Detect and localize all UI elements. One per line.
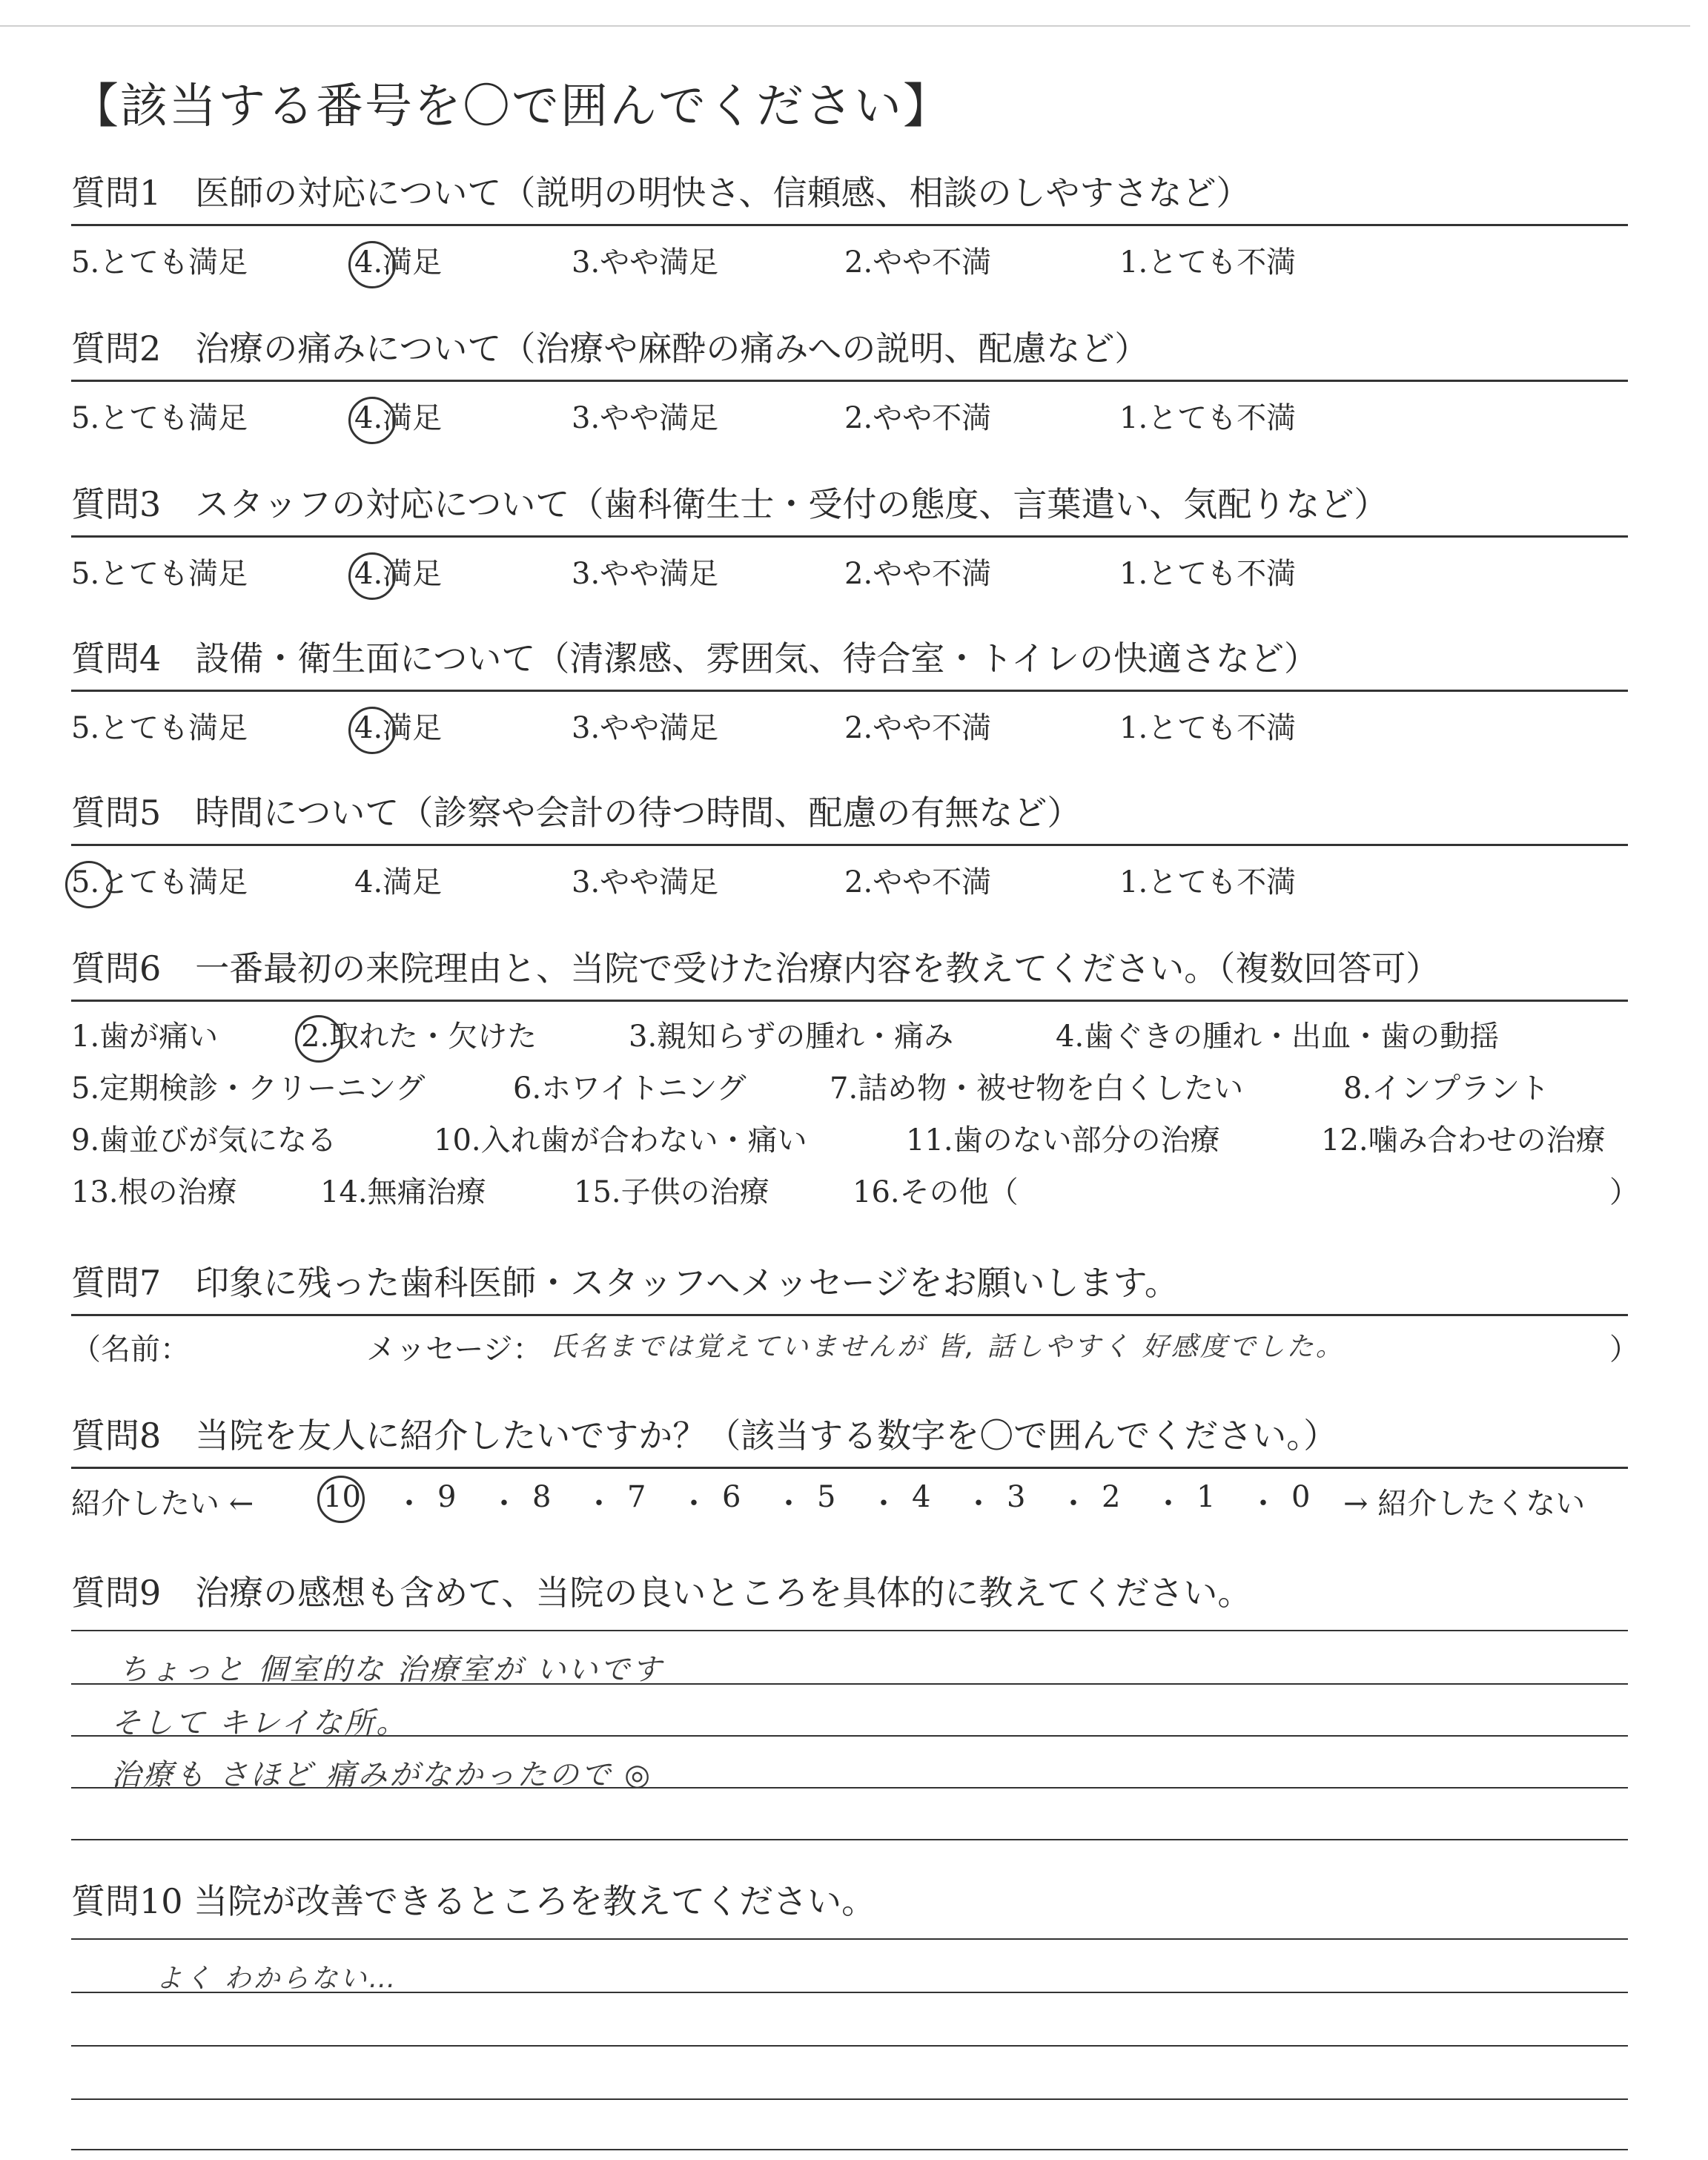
option-4-selected[interactable]: 4.満足	[354, 245, 443, 280]
option-5[interactable]: 5.とても満足	[71, 401, 248, 435]
question-2-options	[71, 394, 1297, 437]
recommend-right-label: → 紹介したくない	[1343, 1487, 1586, 1521]
q9-rule-5	[71, 1839, 1628, 1840]
scale-7[interactable]: 7	[627, 1480, 646, 1514]
option-5[interactable]: 5.とても満足	[71, 557, 248, 591]
option-5[interactable]: 5.とても満足	[71, 711, 248, 745]
question-10	[71, 1879, 1628, 1923]
q9-answer-line-3[interactable]: 治療も さほど 痛みがなかったので ◎	[111, 1758, 653, 1792]
question-8	[71, 1413, 1628, 1521]
option-4-selected[interactable]: 4.満足	[354, 711, 443, 745]
option-1[interactable]: 1.とても不満	[1119, 401, 1297, 435]
question-4-title: 質問4 設備・衛生面について（清潔感、雰囲気、待合室・トイレの快適さなど）	[71, 638, 1319, 678]
q10-rule-4	[71, 2098, 1628, 2100]
reason-option-14[interactable]: 14.無痛治療	[320, 1175, 486, 1209]
scale-10-selected[interactable]: 10	[323, 1480, 361, 1514]
scale-2[interactable]: 2	[1102, 1480, 1121, 1514]
option-3[interactable]: 3.やや満足	[572, 245, 719, 280]
name-label: （名前：	[71, 1332, 190, 1367]
scale-5[interactable]: 5	[817, 1480, 836, 1514]
q10-rule-3	[71, 2045, 1628, 2047]
question-1-title: 質問1 医師の対応について（説明の明快さ、信頼感、相談のしやすさなど）	[71, 173, 1251, 213]
question-9	[71, 1571, 1628, 1615]
option-3[interactable]: 3.やや満足	[572, 865, 719, 899]
option-3[interactable]: 3.やや満足	[572, 401, 719, 435]
question-2-rule	[71, 380, 1628, 382]
q9-rule-1	[71, 1630, 1628, 1631]
scale-1[interactable]: 1	[1196, 1480, 1216, 1514]
recommend-left-label: 紹介したい ←	[71, 1487, 254, 1521]
question-6-row-1	[71, 1013, 1500, 1055]
reason-option-5[interactable]: 5.定期検診・クリーニング	[71, 1071, 426, 1106]
option-2[interactable]: 2.やや不満	[844, 401, 992, 435]
reason-option-3[interactable]: 3.親知らずの腫れ・痛み	[629, 1020, 954, 1054]
question-5-options	[71, 859, 1297, 901]
q10-answer-line-1[interactable]: よく わからない…	[156, 1964, 398, 1994]
option-4-selected[interactable]: 4.満足	[354, 401, 443, 435]
question-1	[71, 171, 1628, 280]
question-3	[71, 482, 1628, 591]
question-4-options	[71, 704, 1297, 747]
question-10-title: 質問10 当院が改善できるところを教えてください。	[71, 1881, 876, 1921]
scale-dot: ・	[584, 1487, 614, 1521]
scale-dot: ・	[774, 1487, 804, 1521]
reason-option-4[interactable]: 4.歯ぐきの腫れ・出血・歯の動揺	[1056, 1020, 1500, 1054]
question-3-options	[71, 550, 1297, 592]
option-1[interactable]: 1.とても不満	[1119, 245, 1297, 280]
question-3-title: 質問3 スタッフの対応について（歯科衛生士・受付の態度、言葉遣い、気配りなど）	[71, 484, 1388, 524]
question-1-rule	[71, 224, 1628, 226]
reason-option-8[interactable]: 8.インプラント	[1343, 1071, 1550, 1106]
question-2-title: 質問2 治療の痛みについて（治療や麻酔の痛みへの説明、配慮など）	[71, 328, 1149, 369]
question-9-title: 質問9 治療の感想も含めて、当院の良いところを具体的に教えてください。	[71, 1573, 1252, 1613]
question-5-rule	[71, 844, 1628, 846]
option-5[interactable]: 5.とても満足	[71, 245, 248, 280]
question-2	[71, 326, 1628, 435]
question-7-title: 質問7 印象に残った歯科医師・スタッフへメッセージをお願いします。	[71, 1263, 1179, 1303]
question-7-rule	[71, 1314, 1628, 1316]
scale-dot: ・	[394, 1487, 424, 1521]
question-1-options	[71, 239, 1297, 281]
option-3[interactable]: 3.やや満足	[572, 711, 719, 745]
q10-rule-5	[71, 2149, 1628, 2150]
option-4-selected[interactable]: 4.満足	[354, 557, 443, 591]
reason-option-16-close: ）	[1609, 1175, 1639, 1209]
option-2[interactable]: 2.やや不満	[844, 865, 992, 899]
question-4-rule	[71, 690, 1628, 692]
reason-option-6[interactable]: 6.ホワイトニング	[513, 1071, 747, 1106]
scale-dot: ・	[964, 1487, 993, 1521]
scale-6[interactable]: 6	[722, 1480, 741, 1514]
question-4	[71, 636, 1628, 745]
option-1[interactable]: 1.とても不満	[1119, 557, 1297, 591]
question-8-rule	[71, 1467, 1628, 1469]
question-6	[71, 946, 1639, 1209]
top-divider	[0, 25, 1690, 27]
option-5-selected[interactable]: 5.とても満足	[71, 865, 248, 899]
question-6-rule	[71, 1000, 1628, 1002]
q9-answer-line-2[interactable]: そして キレイな所。	[111, 1706, 408, 1740]
scale-dot: ・	[1248, 1487, 1278, 1521]
option-1[interactable]: 1.とても不満	[1119, 711, 1297, 745]
scale-dot: ・	[1153, 1487, 1183, 1521]
option-2[interactable]: 2.やや不満	[844, 557, 992, 591]
question-5	[71, 790, 1628, 899]
reason-option-16[interactable]: 16.その他（	[853, 1175, 1019, 1209]
question-7	[71, 1261, 1639, 1367]
reason-option-2-selected[interactable]: 2.取れた・欠けた	[301, 1020, 537, 1054]
scale-dot: ・	[489, 1487, 519, 1521]
scale-3[interactable]: 3	[1007, 1480, 1026, 1514]
scale-0[interactable]: 0	[1291, 1480, 1311, 1514]
question-3-rule	[71, 535, 1628, 538]
q9-answer-line-1[interactable]: ちょっと 個室的な 治療室が いいです	[119, 1653, 664, 1687]
reason-option-10[interactable]: 10.入れ歯が合わない・痛い	[434, 1123, 807, 1157]
scale-dot: ・	[1059, 1487, 1088, 1521]
message-label: メッセージ：	[366, 1332, 543, 1367]
reason-option-15[interactable]: 15.子供の治療	[574, 1175, 769, 1209]
reason-option-7[interactable]: 7.詰め物・被せ物を白くしたい	[830, 1071, 1244, 1106]
scale-9[interactable]: 9	[437, 1480, 457, 1514]
option-2[interactable]: 2.やや不満	[844, 711, 992, 745]
scale-dot: ・	[679, 1487, 709, 1521]
scale-dot: ・	[869, 1487, 898, 1521]
question-5-title: 質問5 時間について（診察や会計の待つ時間、配慮の有無など）	[71, 793, 1082, 833]
option-3[interactable]: 3.やや満足	[572, 557, 719, 591]
scale-4[interactable]: 4	[912, 1480, 931, 1514]
q10-rule-1	[71, 1938, 1628, 1940]
reason-option-13[interactable]: 13.根の治療	[71, 1175, 237, 1209]
option-1[interactable]: 1.とても不満	[1119, 865, 1297, 899]
scale-8[interactable]: 8	[532, 1480, 552, 1514]
reason-option-9[interactable]: 9.歯並びが気になる	[71, 1123, 337, 1157]
reason-option-12[interactable]: 12.噛み合わせの治療	[1321, 1123, 1606, 1157]
message-handwritten[interactable]: 氏名までは覚えていませんが 皆, 話しやすく 好感度でした。	[550, 1332, 1345, 1362]
message-close: ）	[1609, 1332, 1639, 1367]
question-8-title: 質問8 当院を友人に紹介したいですか？（該当する数字を〇で囲んでください。）	[71, 1416, 1338, 1456]
option-4[interactable]: 4.満足	[354, 865, 443, 899]
question-6-title: 質問6 一番最初の来院理由と、当院で受けた治療内容を教えてください。（複数回答可）	[71, 948, 1440, 988]
reason-option-11[interactable]: 11.歯のない部分の治療	[906, 1123, 1220, 1157]
reason-option-1[interactable]: 1.歯が痛い	[71, 1020, 219, 1054]
option-2[interactable]: 2.やや不満	[844, 245, 992, 280]
page-header: 【該当する番号を〇で囲んでください】	[71, 79, 952, 134]
